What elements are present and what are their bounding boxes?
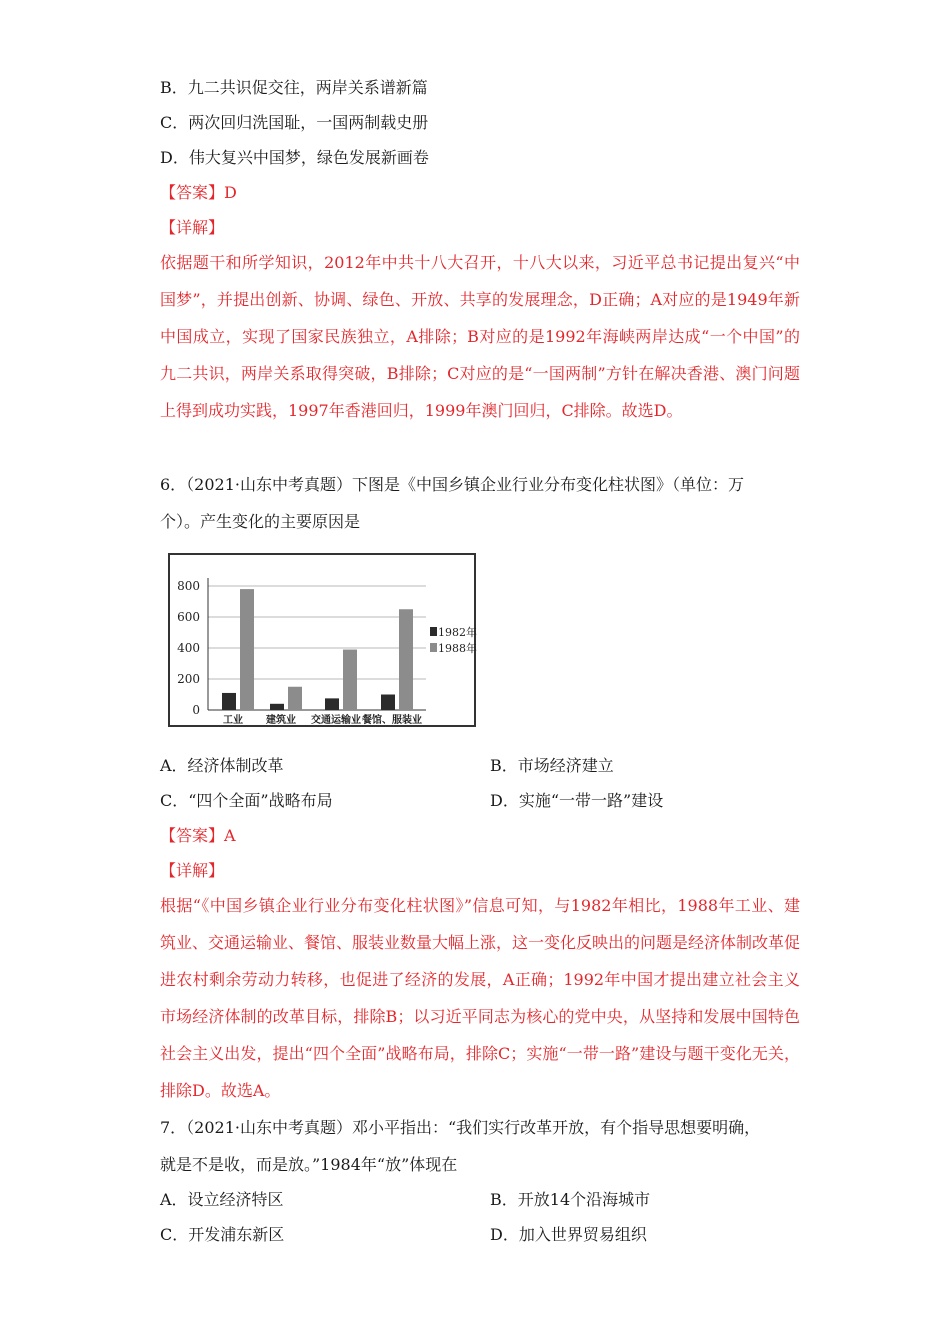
legend-swatch	[430, 643, 437, 652]
x-tick-label: 交通运输业	[311, 715, 361, 726]
q6-option-a: A．经济体制改革	[160, 756, 284, 775]
x-tick-label: 建筑业	[266, 715, 296, 726]
q5-option-c: C．两次回归洗国耻，一国两制载史册	[160, 113, 429, 132]
bar-1988年-交通运输业	[343, 650, 357, 710]
y-tick-label: 200	[177, 672, 200, 686]
bar-1982年-工业	[222, 693, 236, 710]
chart-frame	[169, 554, 475, 726]
legend-label: 1988年	[438, 642, 477, 655]
q6-option-b: B．市场经济建立	[490, 756, 614, 775]
bar-1988年-建筑业	[288, 687, 302, 710]
q5-detail-label: 【详解】	[160, 218, 225, 237]
q5-answer: 【答案】D	[160, 183, 237, 202]
industry-bar-chart	[168, 553, 480, 731]
q6-answer: 【答案】A	[160, 826, 236, 845]
q5-option-b: B．九二共识促交往，两岸关系谱新篇	[160, 78, 428, 97]
q7-stem-line1: 7．（2021·山东中考真题）邓小平指出：“我们实行改革开放，有个指导思想要明确，	[160, 1118, 761, 1137]
q7-stem-line2: 就是不是收，而是放。”1984年“放”体现在	[160, 1155, 458, 1174]
bar-1982年-建筑业	[270, 704, 284, 710]
q7-option-a: A．设立经济特区	[160, 1190, 284, 1209]
q7-option-c: C．开发浦东新区	[160, 1225, 285, 1244]
y-tick-label: 400	[177, 641, 200, 655]
q7-option-d: D．加入世界贸易组织	[490, 1225, 647, 1244]
y-tick-label: 600	[177, 610, 200, 624]
q6-stem-line1: 6．（2021·山东中考真题）下图是《中国乡镇企业行业分布变化柱状图》（单位：万	[160, 475, 744, 494]
y-tick-label: 800	[177, 579, 200, 593]
q6-option-d: D．实施“一带一路”建设	[490, 791, 664, 810]
bar-1988年-餐馆、服装业	[399, 609, 413, 710]
bar-1982年-交通运输业	[325, 698, 339, 710]
legend-swatch	[430, 627, 437, 636]
legend-label: 1982年	[438, 626, 477, 639]
x-tick-label: 餐馆、服装业	[362, 715, 422, 726]
q6-stem-line2: 个）。产生变化的主要原因是	[160, 512, 361, 531]
bar-1982年-餐馆、服装业	[381, 695, 395, 711]
q5-explanation: 依据题干和所学知识，2012年中共十八大召开，十八大以来，习近平总书记提出复兴“中国梦”，并提出创新、协调、绿色、开放、共享的发展理念，D正确；A对应的是1949年新中国成立，实现了国家民族独立，A排除；B对应的是1992年海峡两岸达成“一个中国”的九二共识，两岸关系取得突破，B排除；C对应的是“一国两制”方针在解决香港、澳门问题上得到成功实践，1997年香港回归，1999年澳门回归，C排除。故选D。	[160, 253, 800, 420]
q5-option-d: D．伟大复兴中国梦，绿色发展新画卷	[160, 148, 429, 167]
q6-explanation: 根据“《中国乡镇企业行业分布变化柱状图》”信息可知，与1982年相比，1988年工业、建筑业、交通运输业、餐馆、服装业数量大幅上涨，这一变化反映出的问题是经济体制改革促进农村剩余劳动力转移，也促进了经济的发展，A正确；1992年中国才提出建立社会主义市场经济体制的改革目标，排除B；以习近平同志为核心的党中央，从坚持和发展中国特色社会主义出发，提出“四个全面”战略布局，排除C；实施“一带一路”建设与题干变化无关，排除D。故选A。	[160, 896, 801, 1100]
x-tick-label: 工业	[223, 715, 243, 726]
y-tick-label: 0	[192, 703, 200, 717]
q6-detail-label: 【详解】	[160, 861, 225, 880]
q7-option-b: B．开放14个沿海城市	[490, 1190, 651, 1209]
bar-1988年-工业	[240, 589, 254, 710]
q6-option-c: C．“四个全面”战略布局	[160, 791, 333, 810]
